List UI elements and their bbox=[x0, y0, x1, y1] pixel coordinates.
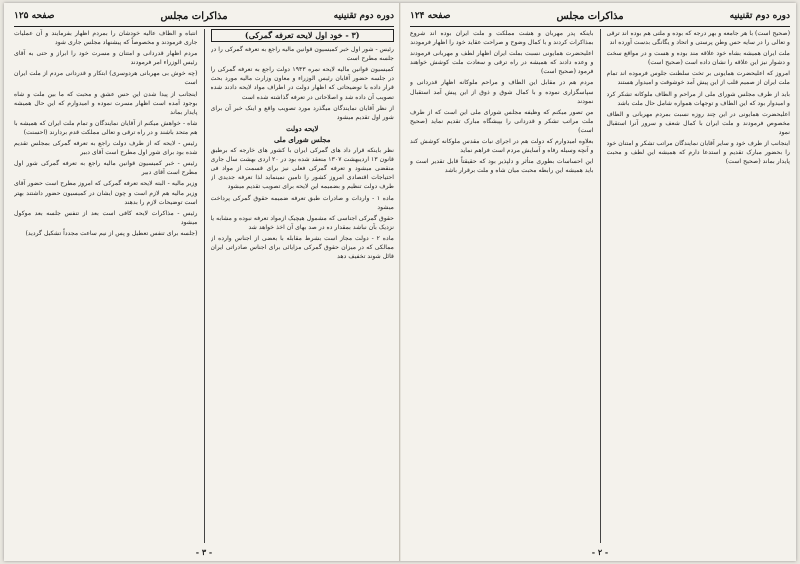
paragraph: اعلیحضرت همایونی در این چند روزه نسبت بمردم مهربانی و الطاف مخصوص فرمودند و ملت ایران با کمال شعف و سرور آنرا استقبال نمود bbox=[606, 110, 790, 136]
paragraph: انتباه و الطاف عالیه خودشان را بمردم اظهار بفرمایند و آن عملیات جاری فرمودند و مخصوصاً که پیشنهاد مجلس جاری شود bbox=[14, 30, 198, 47]
paragraph: رئیس - شور اول خبر کمیسیون قوانین مالیه راجع به تعرفه گمرکی را در جلسه مطرح است bbox=[210, 46, 394, 63]
paragraph: ماده ۲ - دولت مجاز است بشرط مقابله با بعضی از اجناس وارده از ممالکی که در میزان حقوق گمرکی مزایائی برای اجناس صادراتی ایران قائل شوند تخفیف دهد bbox=[210, 234, 394, 261]
paragraph: مردم هم در مقابل این الطاف و مراحم ملوکانه اظهار قدردانی و سپاسگزاری نموده و با کمال شوق و ذوق از این پیش آمد استقبال نمودند bbox=[410, 79, 594, 105]
header-title: مذاکرات مجلس bbox=[160, 10, 228, 22]
paragraph: (جلسه برای تنفس تعطیل و پس از نیم ساعت مجدداً تشکیل گردید) bbox=[25, 229, 198, 237]
column-left bbox=[14, 29, 198, 543]
subheading: مجلس شورای ملی bbox=[273, 134, 331, 144]
page-body bbox=[14, 29, 394, 543]
column-divider bbox=[600, 29, 601, 543]
paragraph: ماده ۱ - واردات و صادرات طبق تعرفه ضمیمه حقوق گمرکی پرداخت میشود bbox=[210, 194, 394, 211]
paragraph: رئیس - لایحه که از طرف دولت راجع به تعرفه گمرکی بمجلس تقدیم شده بود برای شور اول مطرح است آقای دبیر bbox=[14, 140, 198, 157]
page-125 bbox=[8, 3, 400, 561]
page-header bbox=[410, 8, 790, 27]
paragraph: ملت ایران همیشه بشاه خود علاقه مند بوده و هست و در مواقع سخت و دشوار نیز این علاقه را نشان داده است (صحیح است) bbox=[606, 50, 790, 67]
header-title: مذاکرات مجلس bbox=[556, 10, 624, 22]
paragraph: نظر باینکه قرار داد های گمرکی ایران با کشور های خارجه که برطبق قانون ۱۳ اردیبهشت ۱۳۰۷ منعقد شده بود در ۲۰ اردی بهشت سال جاری منقضی میشود و تعرفه گمرکی فعلی نیز برای قسمت از مواد فی احتیاجات اقتصادی امروز کشور را تامین نمینماید لذا تعرفه جدیدی از طرف دولت تنظیم و بضمیمه این لایحه برای تصویب تقدیم میشود bbox=[210, 147, 394, 191]
header-page-number: صفحه ۱۲۴ bbox=[410, 11, 451, 21]
paragraph: رئیس - خبر کمیسیون قوانین مالیه راجع به تعرفه گمرکی شور اول مطرح است آقای دبیر bbox=[14, 160, 198, 177]
paragraph: امروز که اعلیحضرت همایونی بر تخت سلطنت جلوس فرموده اند تمام ملت ایران از صمیم قلب از این پیش آمد خوشوقت و امیدوار هستند bbox=[606, 70, 790, 87]
subheading: لایحه دولت bbox=[286, 123, 319, 133]
section-title-box: (۳ - خود اول لایحه تعرفه گمرکی) bbox=[211, 29, 395, 42]
paragraph: باید از طرف مجلس شورای ملی از مراحم و الطاف ملوکانه تشکر کرد و امیدوار بود که این الطاف و توجهات همواره شامل حال ملت باشد bbox=[606, 90, 790, 107]
paragraph: باینکه پدر مهربان و هشت مملکت و ملت ایران بوده اند شروع بمذاکرات کردند و با کمال وضوح و صراحت عقاید خود را اظهار فرمودند bbox=[410, 30, 594, 47]
paragraph: رئیس - مذاکرات لایحه کافی است بعد از تنفس جلسه بعد موکول میشود bbox=[14, 209, 198, 226]
column-divider bbox=[204, 29, 205, 543]
paragraph: اعلیحضرت همایونی نسبت بملت ایران اظهار لطف و مهربانی فرمودند و وعده دادند که همیشه در راه ترقی و سعادت ملت کوشش خواهند فرمود (صحیح است) bbox=[410, 50, 594, 76]
paragraph: اینجانب از پیدا شدن این حس عشق و محبت که ما بین ملت و شاه بوجود آمده است اظهار مسرت نموده و امیدوارم که این حال همیشه پایدار بماند bbox=[14, 90, 198, 116]
page-footer-number: - ۲ - bbox=[591, 547, 609, 557]
page-header bbox=[14, 8, 394, 27]
paragraph: (صحیح است) با هر جامعه و بهر درجه که بوده و ملتی هم بوده اند ترقی و تعالی را در سایه حس وطن پرستی و اتحاد و یگانگی بدست آورده اند bbox=[606, 30, 790, 47]
column-left bbox=[410, 29, 594, 543]
paragraph: حقوق گمرکی اجناسی که مشمول هیچیک ازمواد تعرفه نبوده و مشابه یا نزدیک بآن نباشد بمقدار ده در صد بهای آن اخذ خواهد شد bbox=[210, 214, 394, 231]
header-session: دوره دوم تقنینیه bbox=[333, 11, 394, 21]
paragraph: شاه - خواهش میکنم از آقایان نمایندگان و تمام ملت ایران که همیشه با هم متحد باشند و در راه ترقی و تعالی مملکت قدم بردارند (احسنت) bbox=[14, 119, 198, 136]
column-right bbox=[211, 29, 395, 543]
page-footer-number: - ۳ - bbox=[195, 547, 213, 557]
book-gutter bbox=[399, 3, 401, 561]
paragraph: من تصور میکنم که وظیفه مجلس شورای ملی این است که از طرف ملت مراتب تشکر و قدردانی را بپیشگاه مبارک تقدیم نماید (صحیح است) bbox=[410, 108, 594, 134]
page-body bbox=[410, 29, 790, 543]
paragraph: بعلاوه امیدوارم که دولت هم در اجرای نیات مقدس ملوکانه کوشش کند و آنچه وسیله رفاه و آسایش مردم است فراهم نماید bbox=[410, 138, 594, 155]
header-page-number: صفحه ۱۲۵ bbox=[14, 11, 55, 21]
paragraph: وزیر مالیه - البته لایحه تعرفه گمرکی که امروز مطرح است حضور آقای وزیر مالیه هم لازم است و چون ایشان در کمیسیون حضور داشتند بهتر است توضیحات لازم را بدهند bbox=[14, 180, 198, 206]
paragraph: مردم اظهار قدردانی و امتنان و مسرت خود را ابراز و حتی به آقای رئیس الوزراء امر فرمودند bbox=[14, 50, 198, 67]
page-124 bbox=[404, 3, 796, 561]
column-right bbox=[607, 29, 791, 543]
paragraph: اینجانب از طرف خود و سایر آقایان نمایندگان مراتب تشکر و امتنان خود را بحضور مبارک تقدیم و استدعا دارم که همیشه این لطف و محبت پایدار بماند (صحیح است) bbox=[606, 140, 790, 166]
document-spread bbox=[4, 3, 796, 561]
paragraph: (چه خوش بی مهربانی هردوسری) ابتکار و قدردانی مردم از ملت ایران است bbox=[14, 70, 198, 87]
paragraph: از نظر آقایان نمایندگان میگذرد مورد تصویب واقع و اینک خبر آن برای شور اول تقدیم میشود bbox=[210, 104, 394, 121]
paragraph: این احساسات بطوری متأثر و دلپذیر بود که حقیقتاً قابل تقدیر است و باید همیشه این رابطه محبت میان شاه و ملت برقرار باشد bbox=[410, 158, 594, 175]
paragraph: کمیسیون قوانین مالیه لایحه نمره ۱۹۴۳ دولت راجع به تعرفه گمرکی را در جلسه حضور آقایان رئیس الوزراء و معاون وزارت مالیه مورد بحث قرار داده با توضیحاتی که اظهار دولت در اطراف مواد لایحه دادند شده تصویب آن داده شد و اصلاحاتی در تعرفه گذاشته شده است bbox=[210, 66, 394, 101]
header-session: دوره دوم تقنینیه bbox=[729, 11, 790, 21]
